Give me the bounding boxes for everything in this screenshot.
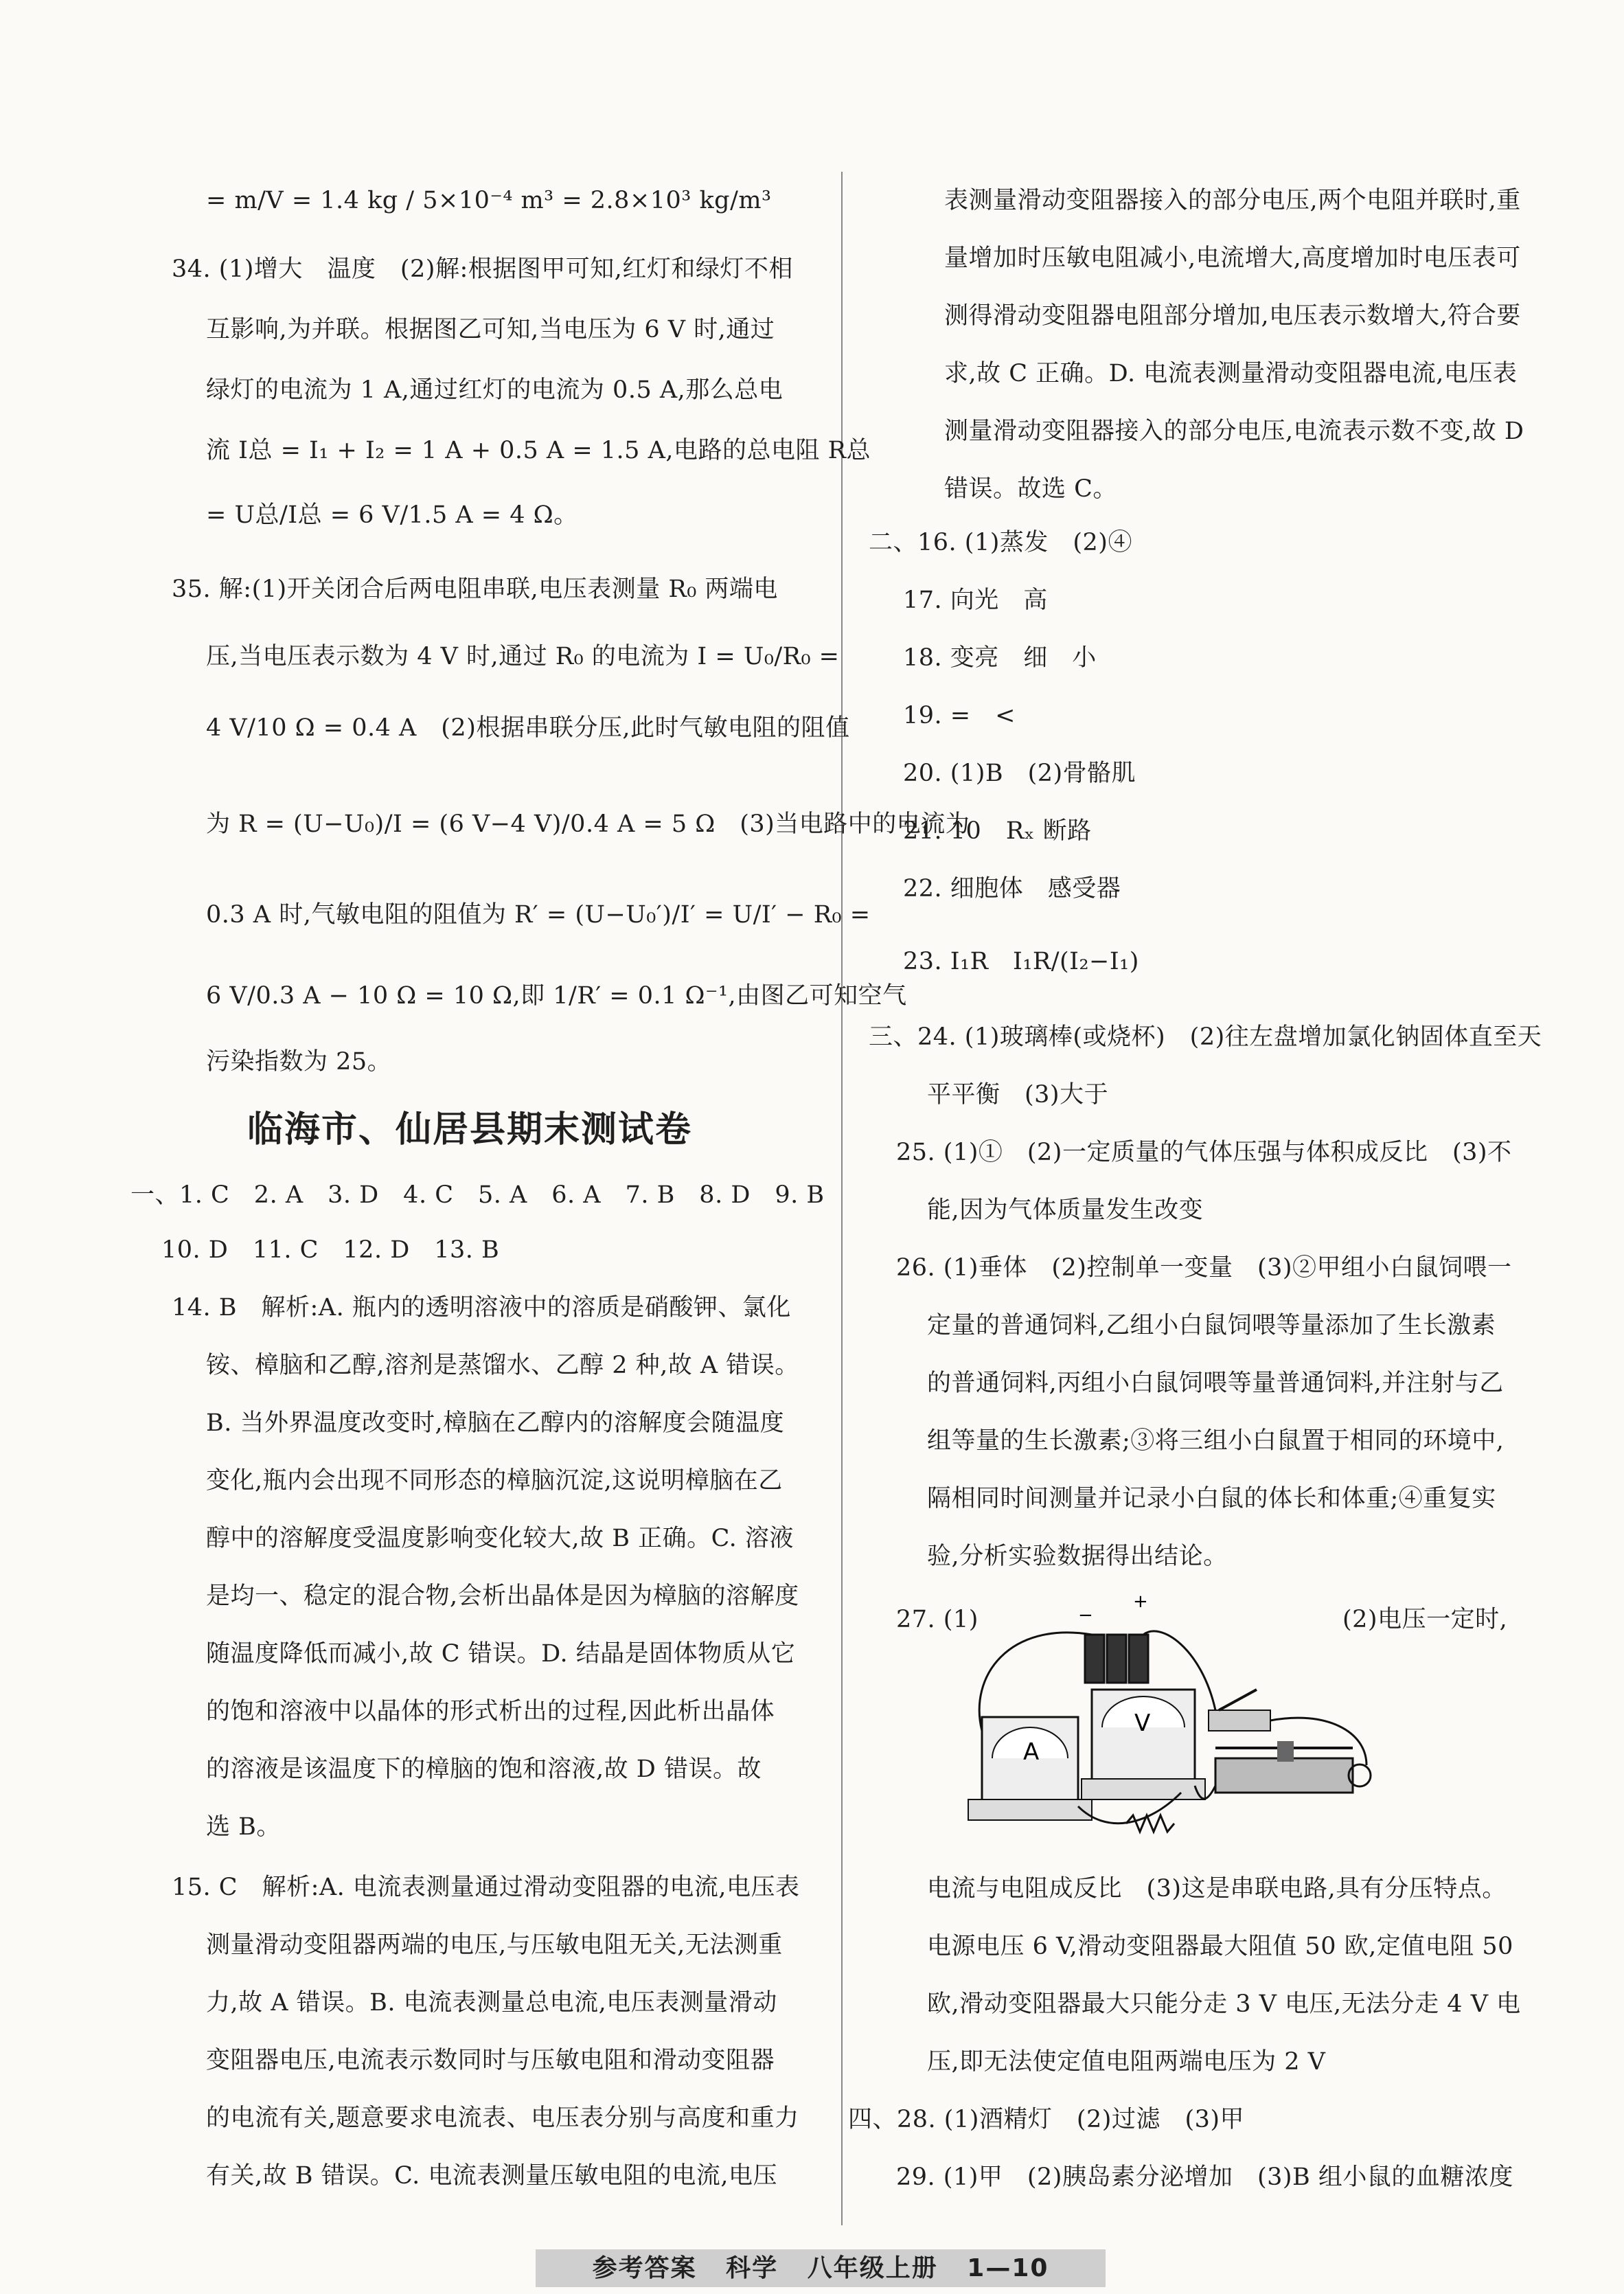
answer-line: 的电流有关,题意要求电流表、电压表分别与高度和重力	[206, 2104, 799, 2132]
answer-line: 17. 向光 高	[903, 587, 1048, 614]
answer-line: 表测量滑动变阻器接入的部分电压,两个电阻并联时,重	[944, 187, 1521, 214]
answer-line: 14. B 解析:A. 瓶内的透明溶液中的溶质是硝酸钾、氯化	[172, 1294, 791, 1321]
page-number: 1—10	[967, 2254, 1049, 2282]
answer-line: = m/V = 1.4 kg / 5×10⁻⁴ m³ = 2.8×10³ kg/m³	[206, 187, 772, 214]
answer-line: 测量滑动变阻器两端的电压,与压敏电阻无关,无法测重	[206, 1931, 783, 1959]
answer-line: 量增加时压敏电阻减小,电流增大,高度增加时电压表可	[944, 245, 1521, 272]
voltmeter-label: V	[1134, 1710, 1151, 1737]
section-title: 临海市、仙居县期末测试卷	[247, 1109, 693, 1150]
answer-line: 22. 细胞体 感受器	[903, 875, 1121, 902]
ammeter-label: A	[1023, 1738, 1040, 1766]
answer-line: 6 V/0.3 A − 10 Ω = 10 Ω,即 1/R′ = 0.1 Ω⁻¹,由图乙可知空气	[206, 982, 907, 1010]
answer-line: 是均一、稳定的混合物,会析出晶体是因为樟脑的溶解度	[206, 1582, 799, 1610]
answer-line: 错误。故选 C。	[944, 475, 1117, 503]
answer-line: (2)电压一定时,	[1342, 1606, 1508, 1633]
answer-line: = U总/I总 = 6 V/1.5 A = 4 Ω。	[206, 501, 578, 529]
answer-line: 压,当电压表示数为 4 V 时,通过 R₀ 的电流为 I = U₀/R₀ =	[206, 643, 840, 670]
answer-line: 为 R = (U−U₀)/I = (6 V−4 V)/0.4 A = 5 Ω (3)当电路中的电流为	[206, 810, 970, 838]
answer-line: 23. I₁R I₁R/(I₂−I₁)	[903, 948, 1139, 975]
answer-line: 一、1. C 2. A 3. D 4. C 5. A 6. A 7. B 8. D 9. B	[130, 1181, 825, 1209]
answer-line: 欧,滑动变阻器最大只能分走 3 V 电压,无法分走 4 V 电	[927, 1990, 1521, 2018]
answer-line: 0.3 A 时,气敏电阻的阻值为 R′ = (U−U₀′)/I′ = U/I′ − R₀ =	[206, 901, 871, 929]
answer-line: 求,故 C 正确。D. 电流表测量滑动变阻器电流,电压表	[944, 360, 1518, 387]
answer-line: 4 V/10 Ω = 0.4 A (2)根据串联分压,此时气敏电阻的阻值	[206, 714, 850, 742]
answer-line: 绿灯的电流为 1 A,通过红灯的电流为 0.5 A,那么总电	[206, 376, 784, 404]
page-footer	[536, 2249, 1106, 2287]
answer-line: 25. (1)① (2)一定质量的气体压强与体积成反比 (3)不	[896, 1139, 1512, 1166]
answer-line: 力,故 A 错误。B. 电流表测量总电流,电压表测量滑动	[206, 1989, 777, 2017]
answer-line: 的溶液是该温度下的樟脑的饱和溶液,故 D 错误。故	[206, 1756, 762, 1783]
answer-line: 19. = <	[903, 702, 1016, 729]
answer-line: B. 当外界温度改变时,樟脑在乙醇内的溶解度会随温度	[206, 1409, 785, 1437]
answer-line: 污染指数为 25。	[206, 1048, 392, 1076]
footer-grade: 八年级上册	[807, 2254, 938, 2282]
answer-line: 铵、樟脑和乙醇,溶剂是蒸馏水、乙醇 2 种,故 A 错误。	[206, 1352, 799, 1379]
answer-line: 压,即无法使定值电阻两端电压为 2 V	[927, 2048, 1326, 2076]
answer-line: 能,因为气体质量发生改变	[927, 1196, 1204, 1224]
answer-line: 20. (1)B (2)骨骼肌	[903, 760, 1136, 787]
answer-line: 随温度降低而减小,故 C 错误。D. 结晶是固体物质从它	[206, 1640, 796, 1668]
answer-line: 组等量的生长激素;③将三组小白鼠置于相同的环境中,	[927, 1427, 1505, 1455]
footer-label: 参考答案	[592, 2254, 697, 2282]
answer-line: 醇中的溶解度受温度影响变化较大,故 B 正确。C. 溶液	[206, 1525, 794, 1552]
answer-line: 平平衡 (3)大于	[927, 1081, 1109, 1109]
answer-line: 变阻器电压,电流表示数同时与压敏电阻和滑动变阻器	[206, 2047, 775, 2074]
answer-line: 18. 变亮 细 小	[903, 644, 1097, 672]
answer-line: 26. (1)垂体 (2)控制单一变量 (3)②甲组小白鼠饲喂一	[896, 1254, 1512, 1282]
answer-line: 的饱和溶液中以晶体的形式析出的过程,因此析出晶体	[206, 1698, 775, 1725]
answer-line: 四、28. (1)酒精灯 (2)过滤 (3)甲	[848, 2106, 1245, 2133]
footer-subject: 科学	[726, 2254, 779, 2282]
answer-line: 隔相同时间测量并记录小白鼠的体长和体重;④重复实	[927, 1485, 1496, 1512]
answer-line: 10. D 11. C 12. D 13. B	[161, 1236, 500, 1264]
circuit-diagram	[954, 1580, 1380, 1841]
answer-line: 29. (1)甲 (2)胰岛素分泌增加 (3)B 组小鼠的血糖浓度	[896, 2164, 1513, 2191]
answer-line: 有关,故 B 错误。C. 电流表测量压敏电阻的电流,电压	[206, 2162, 778, 2190]
answer-line: 测得滑动变阻器电阻部分增加,电压表示数增大,符合要	[944, 302, 1521, 330]
column-divider	[841, 172, 843, 2225]
answer-line: 电流与电阻成反比 (3)这是串联电路,具有分压特点。	[927, 1875, 1507, 1903]
answer-line: 27. (1)	[896, 1606, 979, 1633]
answer-line: 二、16. (1)蒸发 (2)④	[869, 529, 1132, 556]
answer-line: 定量的普通饲料,乙组小白鼠饲喂等量添加了生长激素	[927, 1312, 1496, 1339]
answer-line: 15. C 解析:A. 电流表测量通过滑动变阻器的电流,电压表	[172, 1874, 800, 1901]
answer-line: 21. 10 Rₓ 断路	[903, 817, 1092, 845]
answer-line: 验,分析实验数据得出结论。	[927, 1543, 1228, 1570]
answer-line: 35. 解:(1)开关闭合后两电阻串联,电压表测量 R₀ 两端电	[172, 576, 778, 603]
answer-line: 电源电压 6 V,滑动变阻器最大阻值 50 欧,定值电阻 50	[927, 1933, 1513, 1960]
answer-line: 流 I总 = I₁ + I₂ = 1 A + 0.5 A = 1.5 A,电路的总电阻 R总	[206, 437, 871, 464]
answer-line: 34. (1)增大 温度 (2)解:根据图甲可知,红灯和绿灯不相	[172, 255, 793, 283]
answer-line: 测量滑动变阻器接入的部分电压,电流表示数不变,故 D	[944, 418, 1524, 445]
answer-line: 互影响,为并联。根据图乙可知,当电压为 6 V 时,通过	[206, 316, 775, 343]
answer-line: 的普通饲料,丙组小白鼠饲喂等量普通饲料,并注射与乙	[927, 1370, 1504, 1397]
battery-plus-label: +	[1133, 1591, 1148, 1612]
answer-line: 选 B。	[206, 1813, 281, 1841]
answer-line: 三、24. (1)玻璃棒(或烧杯) (2)往左盘增加氯化钠固体直至天	[869, 1023, 1542, 1051]
answer-line: 变化,瓶内会出现不同形态的樟脑沉淀,这说明樟脑在乙	[206, 1467, 783, 1495]
battery-minus-label: −	[1078, 1605, 1093, 1626]
